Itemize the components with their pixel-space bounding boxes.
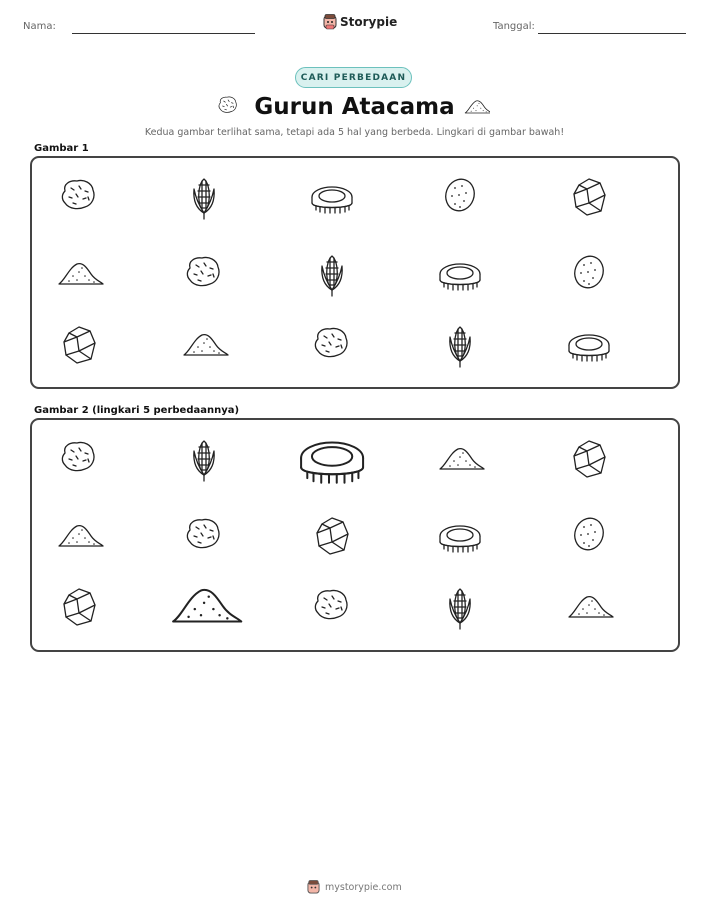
p1-item-r3c5 — [549, 307, 629, 387]
date-line[interactable] — [538, 33, 686, 34]
potato-icon — [567, 516, 611, 560]
p1-item-r3c4 — [420, 307, 500, 387]
corn-icon — [438, 325, 482, 369]
footer-url: mystorypie.com — [325, 882, 402, 893]
p2-item-r2c2[interactable] — [164, 498, 244, 578]
brand-name: Storypie — [340, 15, 398, 29]
rock-icon — [310, 325, 354, 369]
sand-pile-icon — [57, 254, 101, 298]
p2-item-r1c3[interactable] — [292, 421, 372, 501]
p2-item-r2c3[interactable] — [292, 498, 372, 578]
p1-item-r1c5 — [549, 159, 629, 239]
title-sand-pile-icon — [464, 95, 490, 125]
picture1-panel — [30, 156, 680, 389]
sand-pile-icon — [57, 516, 101, 560]
rock-icon — [57, 177, 101, 221]
name-line[interactable] — [72, 33, 255, 34]
p2-item-r2c1[interactable] — [39, 498, 119, 578]
sand-pile-icon — [567, 587, 611, 631]
picture1-label: Gambar 1 — [34, 143, 89, 154]
crystal-icon — [567, 177, 611, 221]
picture2-label: Gambar 2 (lingkari 5 perbedaannya) — [34, 405, 240, 416]
coin-icon — [567, 325, 611, 369]
p2-item-r2c4[interactable] — [420, 498, 500, 578]
instructions: Kedua gambar terlihat sama, tetapi ada 5 hal yang berbeda. Lingkari di gambar bawah! — [144, 127, 565, 138]
p2-item-r1c2[interactable] — [164, 421, 244, 501]
activity-badge: CARI PERBEDAAN — [295, 67, 412, 88]
p1-item-r3c1 — [39, 307, 119, 387]
p2-item-r2c5[interactable] — [549, 498, 629, 578]
potato-icon — [438, 177, 482, 221]
crystal-icon — [57, 587, 101, 631]
p2-item-r3c4[interactable] — [420, 569, 500, 649]
p1-item-r2c5 — [549, 236, 629, 316]
picture2-panel[interactable] — [30, 418, 680, 652]
p2-item-r3c2[interactable] — [164, 569, 244, 649]
sand-pile-icon — [464, 95, 490, 121]
p1-item-r1c2 — [164, 159, 244, 239]
p2-item-r3c5[interactable] — [549, 569, 629, 649]
crystal-icon — [57, 325, 101, 369]
p2-item-r1c1[interactable] — [39, 421, 119, 501]
coin-icon — [298, 427, 366, 495]
storypie-footer-icon — [307, 880, 320, 895]
p1-item-r3c2 — [164, 307, 244, 387]
p2-item-r1c4[interactable] — [420, 421, 500, 501]
coin-icon — [438, 254, 482, 298]
rock-icon — [57, 439, 101, 483]
footer — [307, 880, 402, 895]
name-label: Nama: — [23, 21, 56, 32]
crystal-icon — [567, 439, 611, 483]
sand-pile-icon — [438, 439, 482, 483]
p1-item-r2c1 — [39, 236, 119, 316]
rock-icon — [182, 516, 226, 560]
p2-item-r1c5[interactable] — [549, 421, 629, 501]
corn-icon — [182, 439, 226, 483]
p1-item-r1c3 — [292, 159, 372, 239]
crystal-icon — [310, 516, 354, 560]
page-title: Gurun Atacama — [254, 94, 455, 120]
rock-icon — [182, 254, 226, 298]
storypie-mascot-icon — [323, 14, 337, 30]
corn-icon — [438, 587, 482, 631]
p1-item-r1c4 — [420, 159, 500, 239]
p2-item-r3c3[interactable] — [292, 569, 372, 649]
corn-icon — [182, 177, 226, 221]
p1-item-r1c1 — [39, 159, 119, 239]
p2-item-r3c1[interactable] — [39, 569, 119, 649]
potato-icon — [567, 254, 611, 298]
rock-icon — [310, 587, 354, 631]
p1-item-r2c2 — [164, 236, 244, 316]
p1-item-r3c3 — [292, 307, 372, 387]
p1-item-r2c3 — [292, 236, 372, 316]
brand-logo — [323, 14, 397, 30]
corn-icon — [310, 254, 354, 298]
sand-pile-icon — [170, 575, 238, 643]
date-label: Tanggal: — [493, 21, 535, 32]
coin-icon — [438, 516, 482, 560]
sand-pile-icon — [182, 325, 226, 369]
p1-item-r2c4 — [420, 236, 500, 316]
coin-icon — [310, 177, 354, 221]
